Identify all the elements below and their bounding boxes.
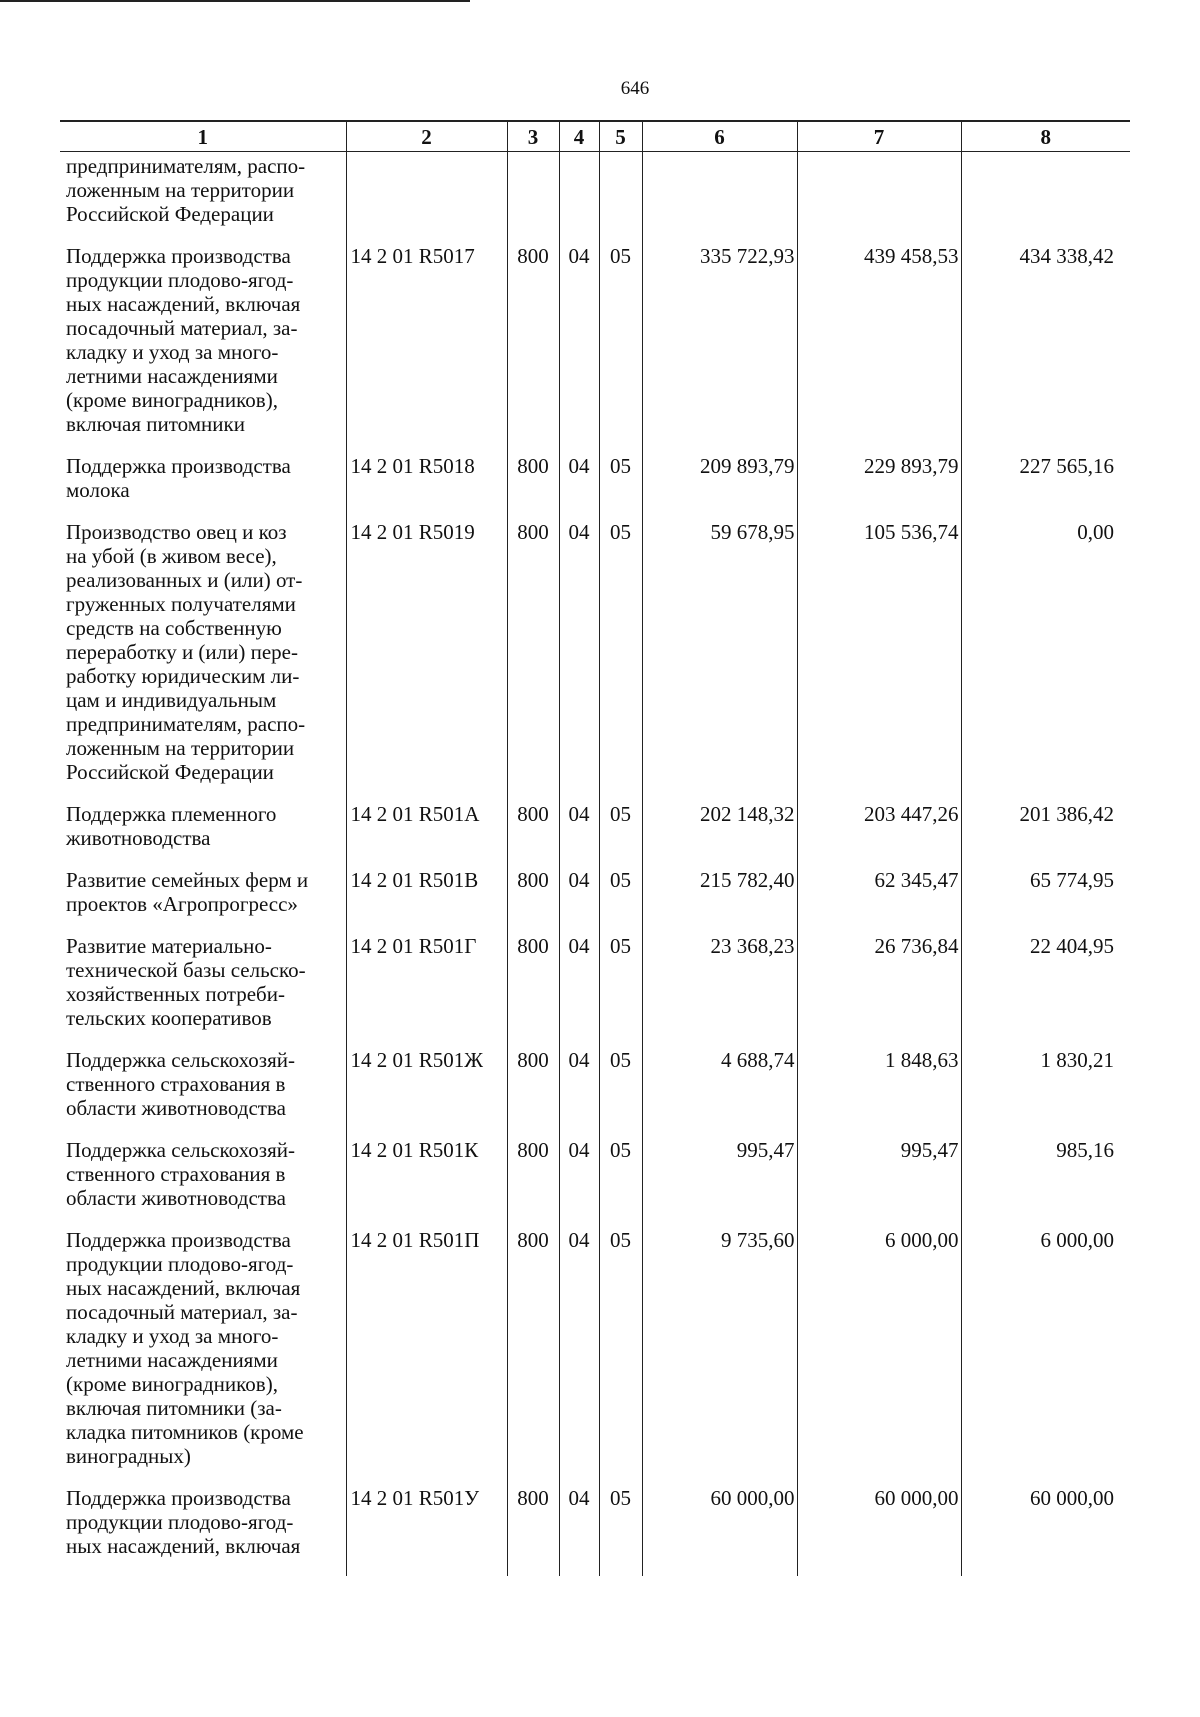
row-value-8: 985,16 <box>961 1138 1130 1228</box>
row-code: 14 2 01 R501П <box>346 1228 507 1486</box>
row-pr <box>599 152 642 245</box>
row-code: 14 2 01 R501В <box>346 868 507 934</box>
row-vr: 800 <box>507 1048 559 1138</box>
row-rz: 04 <box>559 1228 599 1486</box>
row-vr: 800 <box>507 1228 559 1486</box>
row-value-7: 995,47 <box>797 1138 961 1228</box>
column-header: 5 <box>599 121 642 152</box>
row-vr <box>507 152 559 245</box>
row-value-7: 203 447,26 <box>797 802 961 868</box>
table-row <box>60 454 1130 520</box>
row-rz <box>559 152 599 245</box>
row-vr: 800 <box>507 1486 559 1576</box>
row-pr: 05 <box>599 802 642 868</box>
row-value-8: 0,00 <box>961 520 1130 802</box>
row-pr: 05 <box>599 1138 642 1228</box>
column-header: 4 <box>559 121 599 152</box>
row-pr: 05 <box>599 520 642 802</box>
row-value-8: 60 000,00 <box>961 1486 1130 1576</box>
row-pr: 05 <box>599 934 642 1048</box>
row-vr: 800 <box>507 454 559 520</box>
table-row <box>60 1138 1130 1228</box>
row-name: Производство овец и коз на убой (в живом весе), реализованных и (или) от- груженных получателями средств на собственную переработку и (или) пере- работку юридическим ли- цам и индивидуальным предпринимателям, распо- ложенным на территории Российской Федерации <box>66 520 306 784</box>
row-rz: 04 <box>559 244 599 454</box>
row-name: предпринимателям, распо- ложенным на территории Российской Федерации <box>66 154 306 226</box>
table-row <box>60 1486 1130 1576</box>
table-row <box>60 1228 1130 1486</box>
table-row <box>60 152 1130 245</box>
column-header: 8 <box>961 121 1130 152</box>
table-row <box>60 934 1130 1048</box>
row-pr: 05 <box>599 1228 642 1486</box>
row-value-6: 995,47 <box>642 1138 797 1228</box>
row-vr: 800 <box>507 520 559 802</box>
row-name: Развитие материально- технической базы сельско- хозяйственных потреби- тельских кооперативов <box>66 934 306 1030</box>
row-code <box>346 152 507 245</box>
row-pr: 05 <box>599 1486 642 1576</box>
row-value-6: 59 678,95 <box>642 520 797 802</box>
row-rz: 04 <box>559 934 599 1048</box>
row-value-7: 6 000,00 <box>797 1228 961 1486</box>
row-value-6 <box>642 152 797 245</box>
row-vr: 800 <box>507 868 559 934</box>
row-value-8: 22 404,95 <box>961 934 1130 1048</box>
row-name: Поддержка производства продукции плодово-ягод- ных насаждений, включая <box>66 1486 301 1558</box>
row-value-6: 209 893,79 <box>642 454 797 520</box>
row-rz: 04 <box>559 454 599 520</box>
row-code: 14 2 01 R501Г <box>346 934 507 1048</box>
row-pr: 05 <box>599 454 642 520</box>
row-rz: 04 <box>559 1138 599 1228</box>
row-code: 14 2 01 R5017 <box>346 244 507 454</box>
row-value-7: 105 536,74 <box>797 520 961 802</box>
table-row <box>60 802 1130 868</box>
row-value-6: 202 148,32 <box>642 802 797 868</box>
row-code: 14 2 01 R501У <box>346 1486 507 1576</box>
row-rz: 04 <box>559 520 599 802</box>
table-row <box>60 868 1130 934</box>
row-name: Поддержка сельскохозяй- ственного страхования в области животноводства <box>66 1138 295 1210</box>
table-row <box>60 520 1130 802</box>
column-header: 7 <box>797 121 961 152</box>
row-value-7: 26 736,84 <box>797 934 961 1048</box>
column-header: 3 <box>507 121 559 152</box>
page-number: 646 <box>620 78 650 99</box>
row-name: Развитие семейных ферм и проектов «Агропрогресс» <box>66 868 309 916</box>
row-value-8: 227 565,16 <box>961 454 1130 520</box>
row-name: Поддержка племенного животноводства <box>66 802 277 850</box>
row-code: 14 2 01 R501Ж <box>346 1048 507 1138</box>
row-value-8 <box>961 152 1130 245</box>
row-code: 14 2 01 R501К <box>346 1138 507 1228</box>
row-rz: 04 <box>559 1486 599 1576</box>
row-value-8: 201 386,42 <box>961 802 1130 868</box>
row-value-8: 65 774,95 <box>961 868 1130 934</box>
row-vr: 800 <box>507 1138 559 1228</box>
column-header: 1 <box>60 121 346 152</box>
row-value-7: 62 345,47 <box>797 868 961 934</box>
row-rz: 04 <box>559 802 599 868</box>
column-header: 2 <box>346 121 507 152</box>
row-vr: 800 <box>507 934 559 1048</box>
row-pr: 05 <box>599 868 642 934</box>
row-value-8: 434 338,42 <box>961 244 1130 454</box>
row-value-7: 229 893,79 <box>797 454 961 520</box>
row-name: Поддержка производства молока <box>66 454 291 502</box>
row-code: 14 2 01 R5018 <box>346 454 507 520</box>
row-value-6: 23 368,23 <box>642 934 797 1048</box>
table-row <box>60 244 1130 454</box>
row-value-6: 60 000,00 <box>642 1486 797 1576</box>
row-code: 14 2 01 R501А <box>346 802 507 868</box>
column-header: 6 <box>642 121 797 152</box>
row-value-7 <box>797 152 961 245</box>
row-name: Поддержка производства продукции плодово-ягод- ных насаждений, включая посадочный материал, за- кладку и уход за много- летними насаждениями (кроме виноградников), включая питомники <box>66 244 301 436</box>
budget-table <box>60 120 1130 1576</box>
row-value-7: 60 000,00 <box>797 1486 961 1576</box>
row-value-8: 6 000,00 <box>961 1228 1130 1486</box>
row-value-7: 1 848,63 <box>797 1048 961 1138</box>
row-value-8: 1 830,21 <box>961 1048 1130 1138</box>
row-pr: 05 <box>599 244 642 454</box>
row-vr: 800 <box>507 802 559 868</box>
row-name: Поддержка сельскохозяй- ственного страхования в области животноводства <box>66 1048 295 1120</box>
row-value-7: 439 458,53 <box>797 244 961 454</box>
header-row <box>60 121 1130 152</box>
row-value-6: 335 722,93 <box>642 244 797 454</box>
row-value-6: 4 688,74 <box>642 1048 797 1138</box>
row-vr: 800 <box>507 244 559 454</box>
row-code: 14 2 01 R5019 <box>346 520 507 802</box>
row-pr: 05 <box>599 1048 642 1138</box>
row-name: Поддержка производства продукции плодово-ягод- ных насаждений, включая посадочный материал, за- кладку и уход за много- летними насаждениями (кроме виноградников), включая питомники (за- кладка питомников (кроме виноградных) <box>66 1228 304 1468</box>
row-rz: 04 <box>559 868 599 934</box>
row-rz: 04 <box>559 1048 599 1138</box>
row-value-6: 215 782,40 <box>642 868 797 934</box>
table-row <box>60 1048 1130 1138</box>
row-value-6: 9 735,60 <box>642 1228 797 1486</box>
top-rule <box>0 0 470 2</box>
